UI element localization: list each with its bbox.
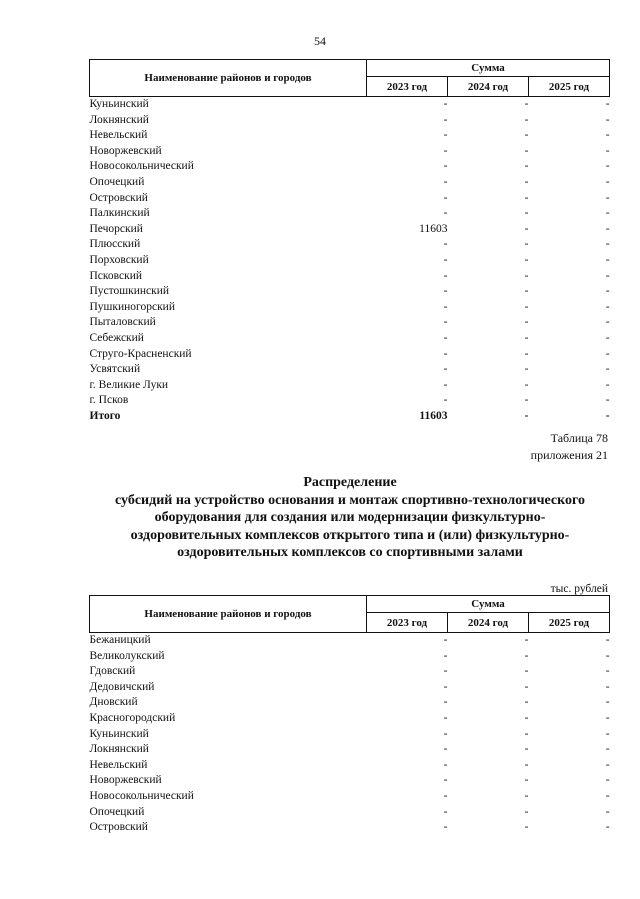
table-row [90, 805, 610, 821]
table-row [90, 159, 610, 175]
value-2025: - [605, 774, 610, 787]
title-line-2: субсидий на устройство основания и монтаж спортивно-технологического [115, 492, 585, 508]
value-2025: - [605, 113, 610, 126]
value-2025: - [605, 316, 610, 329]
value-2025: - [605, 409, 610, 422]
table-row [90, 113, 610, 129]
table-row [90, 315, 610, 331]
value-2024: - [524, 207, 529, 220]
district-name: Порховский [89, 253, 149, 266]
value-2023: - [443, 113, 448, 126]
value-2023: - [443, 634, 448, 646]
value-2023: - [443, 805, 448, 818]
value-2023: 11603 [419, 409, 448, 422]
value-2025: - [605, 238, 610, 251]
value-2025: - [605, 758, 610, 771]
value-2023: - [443, 363, 448, 376]
value-2024: - [524, 394, 529, 407]
value-2024: - [524, 331, 529, 344]
value-2025: - [605, 821, 610, 834]
table-row [90, 97, 610, 113]
page-number: 54 [314, 34, 326, 48]
table-row [90, 300, 610, 316]
value-2024: - [524, 378, 529, 391]
table-row [90, 664, 610, 680]
table-label [531, 430, 608, 464]
header-year-2025: 2025 год [529, 613, 610, 633]
value-2024: - [524, 743, 529, 756]
table-row [90, 191, 610, 207]
table-row [90, 331, 610, 347]
table-row [90, 237, 610, 253]
value-2025: - [605, 331, 610, 344]
value-2024: - [524, 160, 529, 173]
district-name: Куньинский [89, 727, 149, 740]
value-2023: - [443, 238, 448, 251]
value-2025: - [605, 634, 610, 646]
appendix-number: приложения 21 [530, 448, 608, 462]
district-name: Себежский [89, 331, 144, 344]
district-name: Усвятский [89, 363, 141, 376]
value-2024: - [524, 316, 529, 329]
district-name: Локнянский [89, 113, 149, 126]
value-2024: - [524, 696, 529, 709]
value-2024: - [524, 253, 529, 266]
value-2025: - [605, 680, 610, 693]
value-2025: - [605, 160, 610, 173]
value-2024: - [524, 129, 529, 142]
table-row [90, 144, 610, 160]
district-name: Дновский [89, 696, 138, 709]
value-2023: - [443, 347, 448, 360]
value-2023: - [443, 144, 448, 157]
value-2025: - [605, 363, 610, 376]
district-name: Новосокольнический [89, 160, 194, 173]
table-number: Таблица 78 [550, 431, 608, 445]
value-2024: - [524, 727, 529, 740]
value-2023: - [443, 300, 448, 313]
table-row [90, 347, 610, 363]
value-2023: - [443, 649, 448, 662]
value-2023: - [443, 331, 448, 344]
value-2025: - [605, 253, 610, 266]
district-name: Бежаницкий [89, 634, 151, 646]
value-2023: - [443, 665, 448, 678]
value-2024: - [524, 805, 529, 818]
value-2024: - [524, 649, 529, 662]
district-name: Палкинский [89, 207, 150, 220]
header-year-2024: 2024 год [448, 77, 529, 97]
value-2024: - [524, 300, 529, 313]
value-2025: - [605, 285, 610, 298]
district-name: Дедовичский [89, 680, 155, 693]
value-2025: - [605, 207, 610, 220]
value-2023: - [443, 207, 448, 220]
value-2024: - [524, 269, 529, 282]
table-row [90, 362, 610, 378]
district-name: Новоржевский [89, 774, 162, 787]
value-2023: - [443, 774, 448, 787]
value-2025: - [605, 727, 610, 740]
header-year-2025: 2025 год [529, 77, 610, 97]
district-name: Островский [89, 821, 148, 834]
district-name: Псковский [89, 269, 143, 282]
value-2023: - [443, 175, 448, 188]
table-row [90, 773, 610, 789]
header-name: Наименование районов и городов [90, 596, 367, 633]
table-row [90, 393, 610, 409]
subsidy-table-2 [89, 595, 610, 836]
value-2023: 11603 [419, 222, 448, 235]
value-2025: - [605, 696, 610, 709]
table-row [90, 680, 610, 696]
value-2025: - [605, 394, 610, 407]
value-2024: - [524, 665, 529, 678]
value-2025: - [605, 665, 610, 678]
district-name: г. Псков [89, 394, 129, 407]
district-name: Красногородский [89, 711, 176, 724]
value-2024: - [524, 191, 529, 204]
value-2023: - [443, 129, 448, 142]
value-2025: - [605, 805, 610, 818]
table-row [90, 789, 610, 805]
value-2025: - [605, 144, 610, 157]
value-2023: - [443, 98, 448, 110]
value-2024: - [524, 113, 529, 126]
table-row [90, 284, 610, 300]
value-2023: - [443, 160, 448, 173]
value-2025: - [605, 378, 610, 391]
value-2025: - [605, 743, 610, 756]
table-row [90, 633, 610, 649]
value-2025: - [605, 98, 610, 110]
table-row [90, 758, 610, 774]
district-name: Гдовский [89, 665, 136, 678]
value-2024: - [524, 238, 529, 251]
value-2023: - [443, 378, 448, 391]
value-2023: - [443, 696, 448, 709]
district-name: Струго-Красненский [89, 347, 192, 360]
table-row [90, 206, 610, 222]
district-name: Новоржевский [89, 144, 162, 157]
table-row [90, 649, 610, 665]
value-2024: - [524, 98, 529, 110]
value-2025: - [605, 300, 610, 313]
value-2023: - [443, 191, 448, 204]
table-row [90, 253, 610, 269]
table-row [90, 711, 610, 727]
value-2025: - [605, 191, 610, 204]
value-2023: - [443, 394, 448, 407]
table-row [90, 820, 610, 836]
value-2024: - [524, 821, 529, 834]
value-2024: - [524, 363, 529, 376]
district-name: Пыталовский [89, 316, 156, 329]
district-name: Невельский [89, 129, 148, 142]
value-2025: - [605, 222, 610, 235]
district-name: Островский [89, 191, 148, 204]
value-2023: - [443, 711, 448, 724]
units-label: тыс. рублей [550, 583, 608, 595]
value-2023: - [443, 743, 448, 756]
value-2024: - [524, 409, 529, 422]
value-2024: - [524, 347, 529, 360]
title-line-5: оздоровительных комплексов со спортивными залами [177, 545, 523, 560]
subsidy-table-1 [89, 59, 610, 424]
district-name: Пустошкинский [89, 285, 170, 298]
district-name: Куньинский [89, 98, 149, 110]
district-name: Итого [89, 409, 121, 422]
value-2025: - [605, 175, 610, 188]
value-2023: - [443, 253, 448, 266]
header-year-2024: 2024 год [448, 613, 529, 633]
value-2025: - [605, 649, 610, 662]
header-name: Наименование районов и городов [90, 60, 367, 97]
table-row [90, 695, 610, 711]
header-year-2023: 2023 год [367, 77, 448, 97]
total-row [90, 409, 610, 425]
value-2023: - [443, 758, 448, 771]
table-2-body [90, 633, 610, 836]
value-2024: - [524, 789, 529, 802]
value-2024: - [524, 758, 529, 771]
district-name: г. Великие Луки [89, 378, 169, 391]
district-name: Новосокольнический [89, 789, 194, 802]
document-title [90, 474, 610, 562]
table-row [90, 175, 610, 191]
header-sum: Сумма [367, 596, 610, 613]
value-2025: - [605, 129, 610, 142]
value-2023: - [443, 316, 448, 329]
district-name: Невельский [89, 758, 148, 771]
district-name: Локнянский [89, 743, 149, 756]
title-line-1: Распределение [303, 475, 397, 490]
value-2024: - [524, 222, 529, 235]
district-name: Плюсский [89, 238, 141, 251]
table-row [90, 128, 610, 144]
district-name: Великолукский [89, 649, 165, 662]
value-2024: - [524, 285, 529, 298]
table-row [90, 222, 610, 238]
value-2024: - [524, 711, 529, 724]
value-2025: - [605, 269, 610, 282]
value-2023: - [443, 789, 448, 802]
table-row [90, 378, 610, 394]
district-name: Опочецкий [89, 175, 145, 188]
value-2024: - [524, 634, 529, 646]
district-name: Опочецкий [89, 805, 145, 818]
value-2024: - [524, 175, 529, 188]
header-year-2023: 2023 год [367, 613, 448, 633]
value-2025: - [605, 711, 610, 724]
value-2024: - [524, 774, 529, 787]
table-1-body [90, 97, 610, 425]
value-2023: - [443, 821, 448, 834]
value-2025: - [605, 347, 610, 360]
value-2024: - [524, 680, 529, 693]
value-2024: - [524, 144, 529, 157]
district-name: Печорский [89, 222, 143, 235]
header-sum: Сумма [367, 60, 610, 77]
title-line-4: оздоровительных комплексов открытого типа и (или) физкультурно- [130, 527, 570, 543]
value-2025: - [605, 789, 610, 802]
table-row [90, 269, 610, 285]
title-line-3: оборудования для создания или модернизации физкультурно- [154, 510, 546, 525]
table-row [90, 742, 610, 758]
value-2023: - [443, 285, 448, 298]
value-2023: - [443, 727, 448, 740]
district-name: Пушкиногорский [89, 300, 175, 313]
value-2023: - [443, 680, 448, 693]
table-row [90, 727, 610, 743]
value-2023: - [443, 269, 448, 282]
